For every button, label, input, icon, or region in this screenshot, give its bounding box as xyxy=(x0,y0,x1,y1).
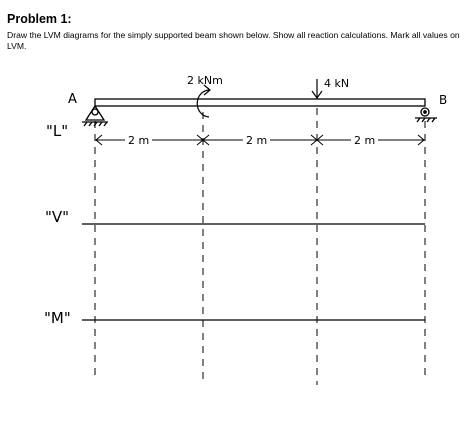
load-diagram-label: "L" xyxy=(46,122,69,140)
roller-support-b xyxy=(415,108,437,122)
point-load-label: 4 kN xyxy=(324,77,350,90)
moment-diagram-label: "M" xyxy=(44,309,71,327)
span-label-1: 2 m xyxy=(128,134,150,147)
support-label-a: A xyxy=(68,92,77,107)
problem-instructions: Draw the LVM diagrams for the simply supported beam shown below. Show all reaction calculations. Mark all values on LVM. xyxy=(7,30,460,51)
beam xyxy=(95,99,425,106)
shear-diagram-label: "V" xyxy=(45,208,70,226)
span-label-3: 2 m xyxy=(354,134,376,147)
problem-title: Problem 1: xyxy=(7,12,72,26)
point-load-arrow-icon xyxy=(312,79,322,98)
span-label-2: 2 m xyxy=(246,134,268,147)
support-label-b: B xyxy=(439,93,448,107)
moment-load-label: 2 kNm xyxy=(187,74,223,87)
